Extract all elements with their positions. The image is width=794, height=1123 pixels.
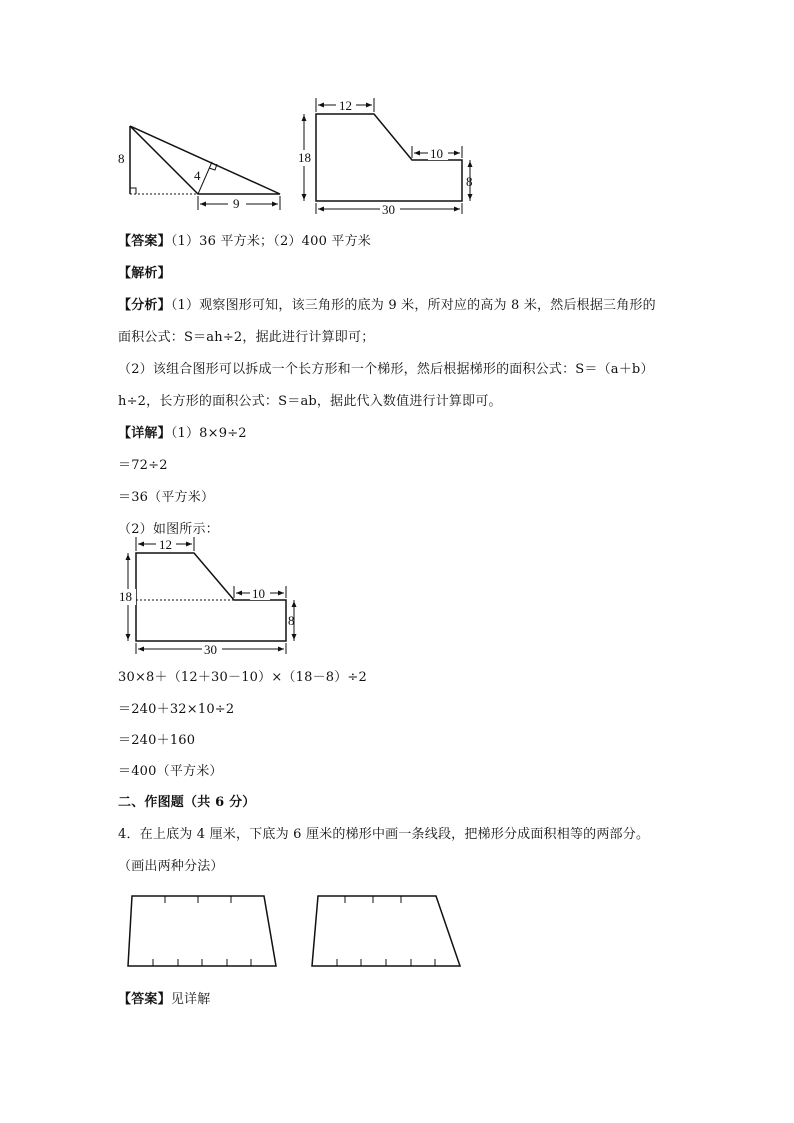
analysis-tag: 【分析】	[118, 298, 171, 313]
split-bottom-label: 30	[204, 642, 217, 657]
composite-top-label: 12	[339, 98, 352, 113]
question4-line1: 4．在上底为 4 厘米，下底为 6 厘米的梯形中画一条线段，把梯形分成面积相等的两部分。	[118, 827, 650, 842]
composite-right-label: 8	[466, 174, 473, 189]
detail-tag: 【详解】	[118, 426, 171, 441]
split-left-label: 18	[119, 589, 132, 604]
split-step-label: 10	[252, 586, 265, 601]
detail-line3: ＝36（平方米）	[118, 490, 215, 505]
triangle-base-label: 9	[233, 196, 240, 211]
calc-line4: ＝400（平方米）	[118, 764, 223, 779]
analysis-heading: 【解析】	[118, 266, 171, 281]
split-top-label: 12	[159, 537, 172, 552]
triangle-perp-label: 4	[194, 168, 201, 183]
answer2-tag: 【答案】	[118, 992, 171, 1007]
calc-line1: 30×8＋（12＋30－10）×（18－8）÷2	[118, 670, 368, 685]
split-figure	[116, 537, 298, 659]
calc-line2: ＝240＋32×10÷2	[118, 702, 235, 717]
calc-line3: ＝240＋160	[118, 733, 196, 748]
detail-line2: ＝72÷2	[118, 458, 168, 473]
analysis-p1-line2: 面积公式：S＝ah÷2，据此进行计算即可；	[118, 330, 375, 345]
answer2-line	[118, 988, 210, 1007]
trapezoids-figure	[120, 890, 470, 970]
triangle-figure	[110, 118, 290, 218]
composite-bottom-label: 30	[382, 202, 395, 217]
detail-line4: （2）如图所示：	[118, 522, 219, 537]
analysis-p2-line1: （2）该组合图形可以拆成一个长方形和一个梯形，然后根据梯形的面积公式：S＝（a＋b）	[118, 362, 654, 377]
answer1-text: （1）36 平方米；（2）400 平方米	[170, 234, 371, 249]
analysis-p2-line2: h÷2，长方形的面积公式：S＝ab，据此代入数值进行计算即可。	[118, 394, 502, 409]
answer2-text: 见详解	[170, 992, 211, 1007]
analysis-p1-line1: 【分析】（1）观察图形可知，该三角形的底为 9 米，所对应的高为 8 米，然后根据三角形的	[118, 298, 656, 313]
detail-line1: 【详解】（1）8×9÷2	[118, 426, 247, 441]
composite-left-label: 18	[298, 150, 311, 165]
answer-tag: 【答案】	[118, 234, 171, 249]
trapezoid-left	[128, 896, 276, 966]
composite-figure	[296, 98, 476, 218]
trapezoid-right	[312, 896, 460, 966]
split-right-label: 8	[288, 613, 295, 628]
answer1-line	[118, 230, 371, 249]
composite-step-label: 10	[430, 146, 443, 161]
section-heading: 二、作图题（共 6 分）	[118, 795, 256, 810]
question4-line2: （画出两种分法）	[118, 859, 224, 874]
triangle-height-label: 8	[118, 151, 125, 166]
